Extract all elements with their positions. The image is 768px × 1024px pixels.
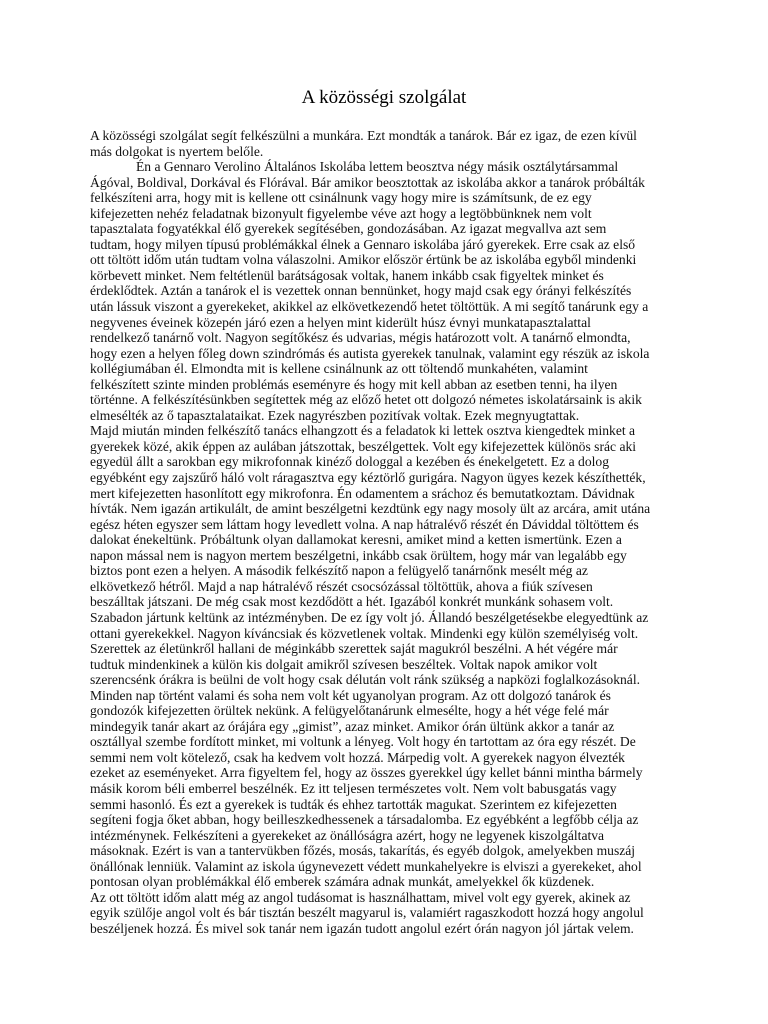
document-body xyxy=(90,128,690,936)
text-line: felkészíteni arra, hogy mit is kellene ott csinálnunk vagy hogy mire is számítsunk, de ez egy xyxy=(90,190,592,206)
text-line: semmi nem volt kötelező, csak ha kedvem volt hozzá. Márpedig volt. A gyerekek nagyon élvezték xyxy=(90,749,625,765)
text-line: dalokat énekeltünk. Próbáltunk olyan dallamokat keresni, amiket mind a ketten ismertünk. Ezen a xyxy=(90,532,622,548)
text-line: körbevett minket. Nem feltétlenül barátságosak voltak, hanem inkább csak figyeltek minket és xyxy=(90,267,604,283)
text-line: biztos pont ezen a helyen. A második felkészítő napon a felügyelő tanárnőnk mesélt még az xyxy=(90,563,588,579)
text-line: beszéljenek hozzá. És mivel sok tanár nem igazán tudott angolul ezért órán nagyon jól jártak velem. xyxy=(90,920,634,936)
text-line: elmesélték az ő tapasztalataikat. Ezek nagyrészben pozitívak voltak. Ezek megnyugtattak. xyxy=(90,407,580,423)
text-line: gyerekek közé, akik éppen az aulában játszottak, beszélgettek. Volt egy kifejezettek különös srác aki xyxy=(90,438,637,454)
text-line: gondozók kifejezetten örültek nekünk. A felügyelőtanárunk elmesélte, hogy a hét vége felé már xyxy=(90,703,609,719)
text-line: tapasztalata fogyatékkal élő gyerekek segítésében, gondozásában. Az igazat megvallva azt sem xyxy=(90,221,607,237)
text-line: beszálltak játszani. De még csak most kezdődött a hét. Igazából konkrét munkánk sohasem volt. xyxy=(90,594,614,610)
text-line: másoknak. Ezért is van a tantervükben főzés, mosás, takarítás, és egyéb dolgok, amelyekben muszáj xyxy=(90,843,636,859)
text-line: önállónak lenniük. Valamint az iskola úgynevezett védett munkahelyekre is elviszi a gyerekeket, ahol xyxy=(90,858,642,874)
text-line: pontosan olyan problémákkal élő emberek számára adnak munkát, amelyekkel ők küzdenek. xyxy=(90,874,595,890)
text-line: Majd miután minden felkészítő tanács elhangzott és a feladatok ki lettek osztva kiengedtek minket a xyxy=(90,423,636,439)
text-line: mert kifejezetten hasonlított egy mikrofonra. Én odamentem a sráchoz és bemutatkoztam. Dávidnak xyxy=(90,485,635,501)
text-line: semmi hasonló. És ezt a gyerekek is tudták és ehhez tartották magukat. Szerintem ez kifejezetten xyxy=(90,796,617,812)
text-line: intézménynek. Felkészíteni a gyerekeket az önállóságra azért, hogy ne legyenek kiszolgáltatva xyxy=(90,827,605,843)
text-line: napon mással nem is nagyon mertem beszélgetni, inkább csak örültem, hogy már van legalább egy xyxy=(90,547,627,563)
text-line: másik korom béli emberrel beszélnék. Ez itt teljesen természetes volt. Nem volt babusgatás vagy xyxy=(90,780,617,796)
text-line: Szerettek az életünkről hallani de méginkább szerettek saját magukról beszélni. A hét végére már xyxy=(90,641,618,657)
text-line: rendelkező tanárnő volt. Nagyon segítőkész és udvarias, mégis határozott volt. A tanárnő elmondta, xyxy=(90,330,631,346)
text-line: mindegyik tanár akart az órájára egy „gimist”, azaz minket. Amikor órán ültünk akkor a tanár az xyxy=(90,718,615,734)
text-line: érdeklődtek. Aztán a tanárok el is vezettek onnan bennünket, hogy majd csak egy órányi felkészítés xyxy=(90,283,632,299)
text-line: negyvenes éveinek közepén járó ezen a helyen mint kiderült húsz évnyi munkatapasztalattal xyxy=(90,314,591,330)
text-line: hívták. Nem igazán artikulált, de amint beszélgetni kezdtünk egy nagy mosoly ült az arcára, amit utána xyxy=(90,501,651,517)
text-line: után lássuk viszont a gyerekeket, akikkel az elkövetkezendő hetet töltöttük. A mi segítő tanárunk egy a xyxy=(90,299,649,315)
text-line: egyedül állt a sarokban egy mikrofonnak kinéző dologgal a kezében és énekelgetett. Ez a dolog xyxy=(90,454,610,470)
text-line: hogy ezen a helyen főleg down szindrómás és autista gyerekek tanulnak, valamint egy részük az iskola xyxy=(90,345,650,361)
text-line: tudtam, hogy milyen típusú problémákkal élnek a Gennaro iskolába járó gyerekek. Erre csak az első xyxy=(90,236,636,252)
document-title: A közösségi szolgálat xyxy=(301,87,467,108)
text-line: segíteni fogja őket abban, hogy beilleszkedhessenek a társadalomba. Ez egyébként a legfőbb célja az xyxy=(90,812,639,828)
text-line: egyik szülője angol volt és bár tisztán beszélt magyarul is, valamiért ragaszkodott hozzá hogy angolul xyxy=(90,905,644,921)
text-line: más dolgokat is nyertem belőle. xyxy=(90,143,264,159)
text-line: egész héten egyszer sem láttam hogy levedlett volna. A nap hátralévő részét én Dáviddal töltöttem és xyxy=(90,516,639,532)
text-line: felkészített szinte minden problémás eseményre és hogy mit kell abban az esetben tenni, ha ilyen xyxy=(90,376,618,392)
text-line: Az ott töltött időm alatt még az angol tudásomat is használhattam, mivel volt egy gyerek, akinek az xyxy=(90,889,631,905)
text-line: osztállyal szembe fordított minket, mi voltunk a lényeg. Volt hogy én tartottam az óra egy részét. De xyxy=(90,734,636,750)
text-line: ottani gyerekekkel. Nagyon kíváncsiak és közvetlenek voltak. Mindenki egy külön személyiség volt. xyxy=(90,625,639,641)
text-line: Ágóval, Boldival, Dorkával és Flórával. Bár amikor beosztottak az iskolába akkor a tanárok próbálták xyxy=(90,174,645,190)
text-line: elkövetkező hétről. Majd a nap hátralévő részét csocsózással töltöttük, ahova a fiúk szívesen xyxy=(90,578,593,594)
text-line: Én a Gennaro Verolino Általános Iskolába lettem beosztva négy másik osztálytársammal xyxy=(136,159,619,175)
text-line: Szabadon jártunk keltünk az intézményben. De ez így volt jó. Állandó beszélgetésekbe elegyedtünk az xyxy=(90,609,649,625)
text-line: A közösségi szolgálat segít felkészülni a munkára. Ezt mondták a tanárok. Bár ez igaz, de ezen kívül xyxy=(90,128,637,143)
text-line: szerencsénk órákra is beülni de volt hogy csak délután volt ránk szükség a napközi foglalkozásoknál. xyxy=(90,672,640,688)
text-line: ezeket az eseményeket. Arra figyeltem fel, hogy az összes gyerekkel úgy kellet bánni mintha bármely xyxy=(90,765,643,781)
text-line: ott töltött időm után tudtam volna válaszolni. Amikor először értünk be az iskolába egyből mindenki xyxy=(90,252,637,268)
text-line: kifejezetten nehéz feladatnak bizonyult figyelembe véve azt hogy a legtöbbünknek nem volt xyxy=(90,205,592,221)
text-line: tudtuk mindenkinek a külön kis dolgait amikről szívesen beszéltek. Voltak napok amikor volt xyxy=(90,656,598,672)
text-line: Minden nap történt valami és soha nem volt két ugyanolyan program. Az ott dolgozó tanárok és xyxy=(90,687,611,703)
text-line: egyébként egy zajszűrő háló volt ráragasztva egy kéztörlő gurigára. Nagyon ügyes kezek készíthették, xyxy=(90,470,646,486)
text-line: kollégiumában él. Elmondta mit is kellene csinálnunk az ott töltendő munkahéten, valamint xyxy=(90,361,588,377)
text-line: történne. A felkészítésünkben segítettek még az előző hetet ott dolgozó németes iskolatársaink is akik xyxy=(90,392,642,408)
